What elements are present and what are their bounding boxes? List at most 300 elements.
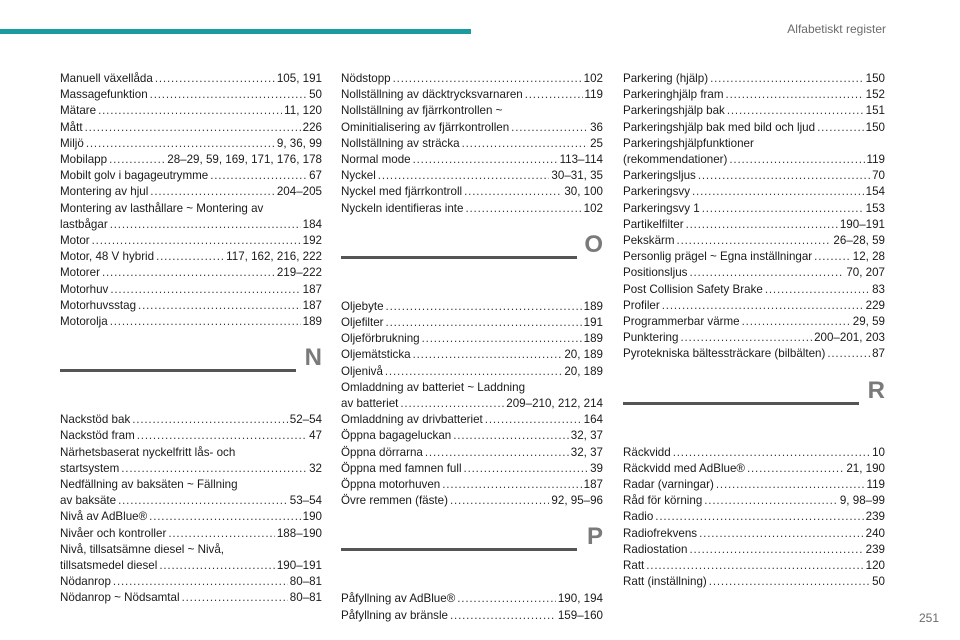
index-term: Motorhuvsstag bbox=[60, 298, 137, 312]
index-term: Motor bbox=[60, 234, 90, 248]
dot-leader bbox=[109, 152, 165, 168]
index-term: Pekskärm bbox=[623, 234, 675, 248]
dot-leader bbox=[386, 299, 582, 315]
page-reference: 105, 191 bbox=[276, 72, 322, 85]
dot-leader bbox=[464, 461, 589, 477]
dot-leader bbox=[110, 314, 301, 330]
page-reference: 20, 189 bbox=[564, 348, 603, 362]
dot-leader bbox=[662, 298, 864, 314]
index-term: lastbågar bbox=[60, 217, 108, 231]
index-term: Radio bbox=[623, 510, 654, 524]
index-entry bbox=[623, 168, 885, 184]
index-entry bbox=[60, 590, 322, 606]
dot-leader bbox=[110, 217, 301, 233]
index-entry bbox=[623, 461, 885, 477]
index-term: Montering av hjul bbox=[60, 185, 149, 199]
page-reference: 32, 37 bbox=[570, 445, 603, 459]
page-reference: 39 bbox=[590, 461, 603, 475]
index-entry bbox=[60, 184, 322, 200]
index-entry bbox=[623, 574, 885, 590]
index-term: Råd för körning bbox=[623, 494, 703, 508]
index-term: Omladdning av drivbatteriet bbox=[341, 413, 483, 427]
page-reference: 11, 120 bbox=[284, 104, 322, 118]
dot-leader bbox=[113, 574, 288, 590]
index-term: Nivå av AdBlue® bbox=[60, 510, 148, 524]
index-term: Nödstopp bbox=[341, 72, 391, 85]
index-entry bbox=[60, 233, 322, 249]
index-term: Motorhuv bbox=[60, 282, 109, 296]
index-entry bbox=[60, 265, 322, 281]
index-entry bbox=[623, 217, 885, 233]
index-entry bbox=[341, 428, 603, 444]
dot-leader bbox=[525, 87, 583, 103]
index-term: Punktering bbox=[623, 331, 679, 345]
index-term: Programmerbar värme bbox=[623, 315, 740, 329]
index-entry bbox=[341, 87, 603, 103]
page-reference: 190–191 bbox=[839, 217, 885, 231]
index-term: Öppna motorhuven bbox=[341, 478, 441, 492]
index-entry bbox=[60, 412, 322, 428]
entries-o bbox=[341, 299, 603, 510]
page-reference: 239 bbox=[865, 510, 885, 524]
dot-leader bbox=[680, 330, 812, 346]
page-reference: 32, 37 bbox=[570, 429, 603, 443]
index-term: Motor, 48 V hybrid bbox=[60, 250, 155, 264]
index-term: av baksäte bbox=[60, 494, 117, 508]
page-reference: 188–190 bbox=[276, 526, 322, 540]
index-column-3 bbox=[623, 71, 885, 590]
index-term: Personlig prägel ~ Egna inställningar bbox=[623, 250, 813, 264]
index-entry bbox=[623, 558, 885, 574]
index-entry bbox=[623, 152, 885, 168]
index-term: Parkeringsvy bbox=[623, 185, 691, 199]
page-reference: 9, 36, 99 bbox=[276, 136, 322, 150]
section-divider bbox=[341, 256, 577, 259]
index-entry bbox=[623, 445, 885, 461]
page-reference: 189 bbox=[302, 315, 322, 329]
dot-leader bbox=[726, 87, 864, 103]
section-letter: P bbox=[586, 523, 603, 551]
dot-leader bbox=[742, 314, 851, 330]
page-reference: 204–205 bbox=[276, 185, 322, 199]
page-reference: 200–201, 203 bbox=[814, 331, 885, 345]
dot-leader bbox=[450, 608, 556, 624]
index-term: Parkeringsvy 1 bbox=[623, 201, 700, 215]
index-term: Räckvidd bbox=[623, 445, 671, 459]
index-term: Partikelfilter bbox=[623, 217, 684, 231]
page-reference: 20, 189 bbox=[564, 364, 603, 378]
index-entry bbox=[60, 493, 322, 509]
page-reference: 29, 59 bbox=[852, 315, 885, 329]
page-reference: 120 bbox=[865, 559, 885, 573]
index-term: Profiler bbox=[623, 298, 660, 312]
index-entry bbox=[60, 298, 322, 314]
page-reference: 113–114 bbox=[559, 153, 603, 167]
index-entry bbox=[60, 71, 322, 87]
dot-leader bbox=[400, 396, 504, 412]
page-reference: 191 bbox=[583, 316, 603, 330]
page-reference: 119 bbox=[866, 153, 885, 167]
page-reference: 80–81 bbox=[289, 591, 322, 605]
dot-leader bbox=[85, 120, 301, 136]
index-term: Post Collision Safety Brake bbox=[623, 282, 763, 296]
index-term: Öppna dörrarna bbox=[341, 445, 423, 459]
page-reference: 102 bbox=[583, 72, 603, 85]
index-entry bbox=[341, 608, 603, 624]
index-term: Mätare bbox=[60, 104, 97, 118]
dot-leader bbox=[747, 461, 844, 477]
index-entry bbox=[60, 558, 322, 574]
index-entry bbox=[60, 217, 322, 233]
dot-leader bbox=[156, 249, 224, 265]
index-term: Påfyllning av AdBlue® bbox=[341, 592, 456, 606]
page-reference: 154 bbox=[865, 185, 885, 199]
page-reference: 190–191 bbox=[276, 559, 322, 573]
index-entry bbox=[341, 591, 603, 607]
index-entry bbox=[60, 152, 322, 168]
index-entry bbox=[623, 314, 885, 330]
index-entry bbox=[60, 120, 322, 136]
section-header-o bbox=[341, 230, 603, 299]
page-reference: 47 bbox=[309, 429, 322, 443]
section-letter: R bbox=[867, 376, 885, 404]
index-term: Nyckel med fjärrkontroll bbox=[341, 185, 463, 199]
index-entry bbox=[341, 493, 603, 509]
dot-leader bbox=[159, 558, 275, 574]
page-reference: 67 bbox=[309, 169, 322, 183]
dot-leader bbox=[702, 201, 864, 217]
index-entry bbox=[341, 71, 603, 87]
index-entry bbox=[60, 87, 322, 103]
index-entry bbox=[623, 298, 885, 314]
page-reference: 187 bbox=[302, 298, 322, 312]
index-entry bbox=[60, 282, 322, 298]
page-reference: 80–81 bbox=[289, 575, 322, 589]
dot-leader bbox=[386, 315, 582, 331]
index-entry bbox=[623, 249, 885, 265]
index-term: Nollställning av däcktrycksvarnaren bbox=[341, 88, 523, 102]
index-term: Övre remmen (fäste) bbox=[341, 494, 448, 508]
section-letter: O bbox=[584, 230, 603, 258]
index-term: Normal mode bbox=[341, 153, 411, 167]
index-term: Parkeringshjälp bak med bild och ljud bbox=[623, 120, 816, 134]
index-entry bbox=[60, 103, 322, 119]
dot-leader bbox=[92, 233, 301, 249]
index-entry bbox=[341, 331, 603, 347]
dot-leader bbox=[385, 364, 562, 380]
page-reference: 152 bbox=[865, 88, 885, 102]
index-term: Nackstöd fram bbox=[60, 429, 135, 443]
page-reference: 240 bbox=[865, 526, 885, 540]
index-entry bbox=[623, 346, 885, 362]
index-term: Pyrotekniska bältessträckare (bilbälten) bbox=[623, 347, 826, 361]
dot-leader bbox=[686, 217, 838, 233]
index-entry bbox=[341, 315, 603, 331]
page-reference: 164 bbox=[583, 413, 603, 427]
page-reference: 229 bbox=[865, 298, 885, 312]
page-reference: 226 bbox=[302, 120, 322, 134]
section-divider bbox=[341, 548, 577, 551]
index-term: Oljemätsticka bbox=[341, 348, 411, 362]
page-reference: 190, 194 bbox=[557, 592, 603, 606]
dot-leader bbox=[709, 574, 870, 590]
index-term: tillsatsmedel diesel bbox=[60, 559, 158, 573]
dot-leader bbox=[378, 168, 550, 184]
page-reference: 50 bbox=[872, 575, 885, 589]
index-term: startsystem bbox=[60, 461, 120, 475]
dot-leader bbox=[422, 331, 582, 347]
page-reference: 87 bbox=[872, 347, 885, 361]
page-reference: 192 bbox=[302, 234, 322, 248]
page-reference: 189 bbox=[583, 332, 603, 346]
page-reference: 159–160 bbox=[557, 608, 603, 622]
page-reference: 187 bbox=[302, 282, 322, 296]
index-entry-line: Närhetsbaserat nyckelfritt lås- och bbox=[60, 445, 236, 459]
index-entry bbox=[341, 120, 603, 136]
page-reference: 52–54 bbox=[289, 413, 322, 427]
entries-m bbox=[60, 71, 322, 330]
page-reference: 102 bbox=[583, 201, 603, 215]
index-entry bbox=[341, 396, 603, 412]
index-term: Oljebyte bbox=[341, 299, 384, 313]
page-reference: 119 bbox=[866, 478, 885, 492]
page-reference: 219–222 bbox=[276, 266, 322, 280]
dot-leader bbox=[677, 233, 832, 249]
section-divider bbox=[60, 369, 296, 372]
index-term: Nivåer och kontroller bbox=[60, 526, 167, 540]
page-reference: 119 bbox=[584, 88, 603, 102]
page-reference: 70, 207 bbox=[846, 266, 885, 280]
index-term: Ratt (inställning) bbox=[623, 575, 707, 589]
dot-leader bbox=[149, 509, 300, 525]
index-term: Nyckel bbox=[341, 169, 376, 183]
index-entry bbox=[341, 461, 603, 477]
dot-leader bbox=[817, 120, 864, 136]
page-reference: 50 bbox=[309, 88, 322, 102]
index-entry-line: Omladdning av batteriet ~ Laddning bbox=[341, 380, 526, 394]
index-entry-line: Nedfällning av baksäten ~ Fällning bbox=[60, 478, 238, 492]
dot-leader bbox=[425, 445, 569, 461]
index-entry bbox=[623, 542, 885, 558]
index-entry bbox=[341, 184, 603, 200]
dot-leader bbox=[86, 136, 275, 152]
dot-leader bbox=[646, 558, 863, 574]
index-entry bbox=[60, 168, 322, 184]
page-reference: 151 bbox=[865, 104, 885, 118]
index-entry-line: Nivå, tillsatsämne diesel ~ Nivå, bbox=[60, 542, 224, 556]
index-entry bbox=[623, 233, 885, 249]
index-term: Ominitialisering av fjärrkontrollen bbox=[341, 120, 510, 134]
index-term: Parkeringshjälp bak bbox=[623, 104, 725, 118]
index-term: Mobilt golv i bagageutrymme bbox=[60, 169, 209, 183]
page-reference: 12, 28 bbox=[852, 250, 885, 264]
page-reference: 30, 100 bbox=[564, 185, 603, 199]
dot-leader bbox=[673, 445, 870, 461]
dot-leader bbox=[457, 591, 556, 607]
dot-leader bbox=[465, 201, 581, 217]
dot-leader bbox=[155, 71, 275, 87]
dot-leader bbox=[118, 493, 288, 509]
dot-leader bbox=[150, 87, 307, 103]
page-reference: 184 bbox=[302, 217, 322, 231]
dot-leader bbox=[692, 184, 864, 200]
dot-leader bbox=[464, 184, 562, 200]
section-header-p bbox=[341, 523, 603, 591]
index-term: Massagefunktion bbox=[60, 88, 148, 102]
dot-leader bbox=[450, 493, 549, 509]
index-entry bbox=[623, 330, 885, 346]
page-reference: 187 bbox=[583, 478, 603, 492]
page-reference: 117, 162, 216, 222 bbox=[226, 250, 322, 264]
index-term: Nackstöd bak bbox=[60, 413, 131, 427]
page-reference: 32 bbox=[309, 461, 322, 475]
index-term: Radiofrekvens bbox=[623, 526, 698, 540]
page-reference: 189 bbox=[583, 299, 603, 313]
index-term: Nödanrop ~ Nödsamtal bbox=[60, 591, 180, 605]
index-column-1 bbox=[60, 71, 322, 607]
index-entry bbox=[60, 526, 322, 542]
index-term: Nyckeln identifieras inte bbox=[341, 201, 464, 215]
index-term: av batteriet bbox=[341, 397, 399, 411]
index-term: Nödanrop bbox=[60, 575, 111, 589]
header-accent-bar bbox=[0, 29, 471, 34]
entries-n-continued bbox=[341, 71, 603, 217]
index-column-2 bbox=[341, 71, 603, 624]
dot-leader bbox=[132, 412, 288, 428]
dot-leader bbox=[462, 136, 589, 152]
dot-leader bbox=[102, 265, 275, 281]
index-entry bbox=[341, 347, 603, 363]
index-entry-line: Parkeringshjälpfunktioner bbox=[623, 136, 754, 150]
index-entry bbox=[341, 152, 603, 168]
section-header-n bbox=[60, 344, 322, 412]
page-number: 251 bbox=[918, 611, 939, 625]
index-entry bbox=[60, 509, 322, 525]
dot-leader bbox=[729, 152, 864, 168]
dot-leader bbox=[168, 526, 275, 542]
index-term: Positionsljus bbox=[623, 266, 688, 280]
index-entry bbox=[341, 201, 603, 217]
index-entry bbox=[341, 445, 603, 461]
dot-leader bbox=[814, 249, 851, 265]
index-entry bbox=[623, 282, 885, 298]
index-term: Parkering (hjälp) bbox=[623, 72, 709, 85]
index-entry bbox=[623, 184, 885, 200]
index-term: Räckvidd med AdBlue® bbox=[623, 461, 745, 475]
index-entry bbox=[623, 509, 885, 525]
index-term: Oljefilter bbox=[341, 316, 384, 330]
index-term: Parkeringsljus bbox=[623, 169, 696, 183]
dot-leader bbox=[710, 71, 864, 87]
index-entry bbox=[623, 477, 885, 493]
section-divider bbox=[623, 402, 859, 405]
index-entry bbox=[341, 412, 603, 428]
entries-p-continued bbox=[623, 71, 885, 363]
index-term: Mobilapp bbox=[60, 153, 108, 167]
entries-r bbox=[623, 445, 885, 591]
section-letter: N bbox=[304, 344, 322, 372]
dot-leader bbox=[704, 493, 838, 509]
page-reference: 30–31, 35 bbox=[551, 169, 603, 183]
section-header-r bbox=[623, 376, 885, 445]
index-entry bbox=[341, 364, 603, 380]
index-entry bbox=[623, 493, 885, 509]
index-entry bbox=[60, 574, 322, 590]
page-reference: 209–210, 212, 214 bbox=[506, 397, 603, 411]
index-term: Ratt bbox=[623, 559, 645, 573]
index-term: Påfyllning av bränsle bbox=[341, 608, 448, 622]
dot-leader bbox=[121, 461, 307, 477]
page-reference: 36 bbox=[590, 120, 603, 134]
dot-leader bbox=[689, 265, 844, 281]
index-entry bbox=[60, 136, 322, 152]
page-reference: 190 bbox=[302, 510, 322, 524]
index-entry bbox=[60, 461, 322, 477]
index-entry bbox=[623, 87, 885, 103]
dot-leader bbox=[765, 282, 870, 298]
page-reference: 25 bbox=[590, 136, 603, 150]
dot-leader bbox=[442, 477, 581, 493]
dot-leader bbox=[182, 590, 288, 606]
dot-leader bbox=[137, 428, 307, 444]
entries-n bbox=[60, 412, 322, 606]
dot-leader bbox=[727, 103, 864, 119]
dot-leader bbox=[689, 542, 863, 558]
page-reference: 92, 95–96 bbox=[551, 494, 603, 508]
dot-leader bbox=[210, 168, 307, 184]
index-term: Motorolja bbox=[60, 315, 108, 329]
index-entry-line: Nollställning av fjärrkontrollen ~ bbox=[341, 104, 503, 118]
index-entry bbox=[623, 265, 885, 281]
page-reference: 70 bbox=[872, 169, 885, 183]
index-term: Radiostation bbox=[623, 542, 688, 556]
page-reference: 21, 190 bbox=[846, 461, 885, 475]
index-entry-line: Montering av lasthållare ~ Montering av bbox=[60, 201, 264, 215]
page-reference: 9, 98–99 bbox=[839, 494, 885, 508]
index-entry bbox=[341, 299, 603, 315]
index-term: Nollställning av sträcka bbox=[341, 136, 460, 150]
index-entry bbox=[60, 249, 322, 265]
page-reference: 10 bbox=[872, 445, 885, 459]
page-reference: 153 bbox=[865, 201, 885, 215]
index-entry bbox=[60, 314, 322, 330]
index-term: Mått bbox=[60, 120, 83, 134]
dot-leader bbox=[393, 71, 582, 87]
index-entry bbox=[341, 477, 603, 493]
dot-leader bbox=[110, 282, 300, 298]
dot-leader bbox=[150, 184, 275, 200]
dot-leader bbox=[138, 298, 301, 314]
dot-leader bbox=[655, 509, 863, 525]
index-term: (rekommendationer) bbox=[623, 153, 728, 167]
page-reference: 239 bbox=[865, 542, 885, 556]
page-reference: 150 bbox=[865, 120, 885, 134]
index-term: Miljö bbox=[60, 136, 84, 150]
index-term: Radar (varningar) bbox=[623, 478, 714, 492]
dot-leader bbox=[699, 526, 864, 542]
dot-leader bbox=[511, 120, 588, 136]
dot-leader bbox=[413, 347, 563, 363]
index-term: Manuell växellåda bbox=[60, 72, 153, 85]
dot-leader bbox=[698, 168, 870, 184]
dot-leader bbox=[413, 152, 558, 168]
dot-leader bbox=[98, 103, 282, 119]
index-entry bbox=[341, 136, 603, 152]
index-term: Oljenivå bbox=[341, 364, 383, 378]
index-term: Parkeringhjälp fram bbox=[623, 88, 724, 102]
index-term: Öppna med famnen full bbox=[341, 461, 462, 475]
page-reference: 53–54 bbox=[289, 494, 322, 508]
